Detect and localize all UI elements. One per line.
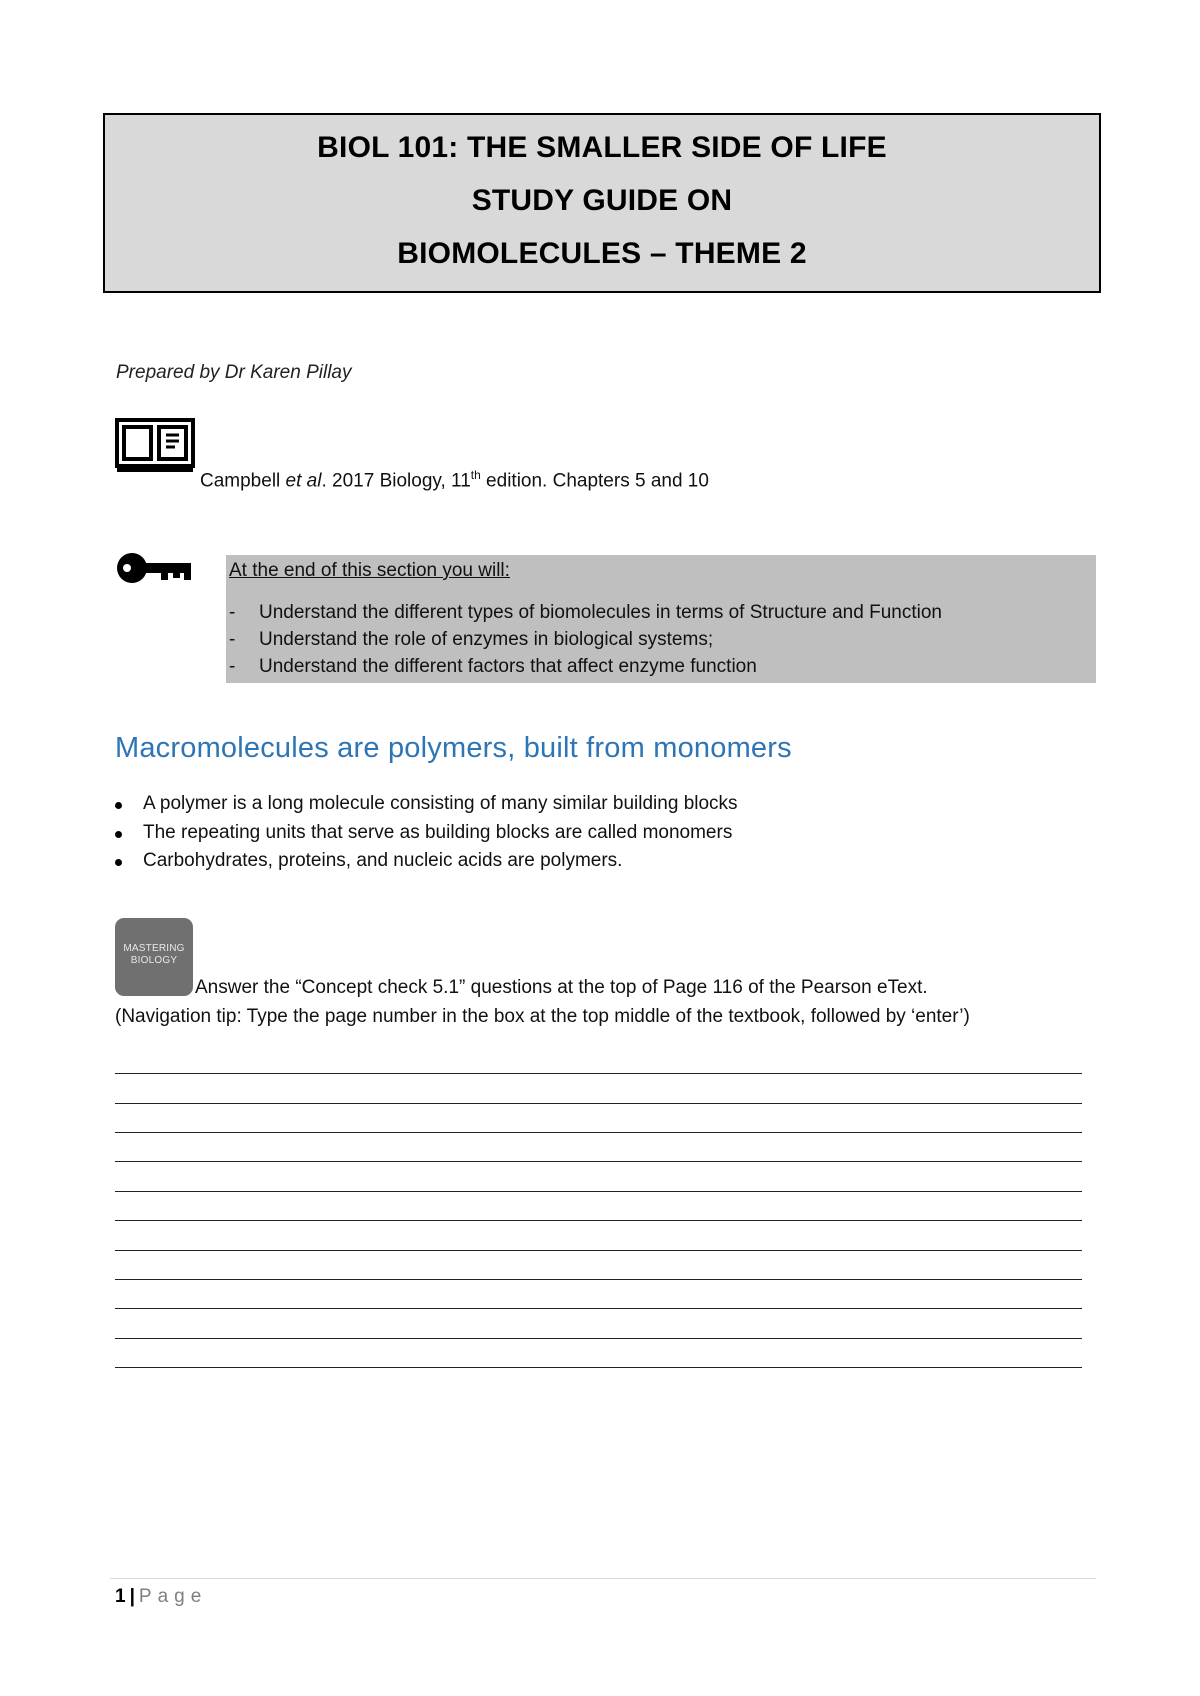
answer-line [115,1279,1082,1280]
list-item-text: Carbohydrates, proteins, and nucleic acids are polymers. [143,850,623,871]
answer-line [115,1367,1082,1368]
page-label: Page [138,1586,208,1607]
theme-title: BIOMOLECULES – THEME 2 [397,237,807,271]
ref-etal: et al [285,470,322,492]
outcome-item [229,626,1092,653]
answer-line [115,1250,1082,1251]
concept-check-instruction: Answer the “Concept check 5.1” questions at the top of Page 116 of the Pearson eText. [195,977,928,998]
list-item [115,819,738,848]
title-box [103,113,1101,293]
ref-chapters: edition. Chapters 5 and 10 [480,470,709,492]
dash-bullet: - [229,656,236,677]
outcome-text: Understand the different factors that affect enzyme function [259,656,757,677]
outcome-text: Understand the role of enzymes in biological systems; [259,629,714,650]
navigation-tip: (Navigation tip: Type the page number in the box at the top middle of the textbook, followed by ‘enter’) [115,1006,970,1027]
answer-line [115,1220,1082,1221]
ref-superscript: th [470,468,481,482]
ref-detail: . 2017 Biology, 11 [321,470,471,492]
logo-text-line2: BIOLOGY [130,955,178,966]
answer-line [115,1308,1082,1309]
mastering-biology-logo [115,918,193,996]
answer-line [115,1132,1082,1133]
section-heading: Macromolecules are polymers, built from monomers [115,732,792,764]
footer-divider [110,1578,1096,1579]
bullet-dot-icon [115,859,122,866]
course-title: BIOL 101: THE SMALLER SIDE OF LIFE [317,130,887,164]
outcomes-heading: At the end of this section you will: [229,560,510,581]
learning-outcomes-box [226,555,1096,683]
list-item [115,847,738,876]
book-icon [115,418,195,474]
answer-line [115,1073,1082,1074]
guide-title: STUDY GUIDE ON [471,183,733,217]
bullet-dot-icon [115,831,122,838]
prepared-by: Prepared by Dr Karen Pillay [116,362,352,383]
page-number: 1 [115,1586,126,1607]
ref-author: Campbell [200,470,286,492]
dash-bullet: - [229,602,236,623]
logo-text-line1: MASTERING [123,943,185,954]
outcome-item [229,653,1092,680]
footer-separator: | [129,1586,135,1607]
answer-line [115,1161,1082,1162]
list-item [115,790,738,819]
key-icon [115,550,193,586]
list-item-text: The repeating units that serve as building blocks are called monomers [143,821,733,843]
textbook-reference [200,468,709,492]
answer-line [115,1103,1082,1104]
list-item-text: A polymer is a long molecule consisting of many similar building blocks [143,793,738,814]
outcome-text: Understand the different types of biomolecules in terms of Structure and Function [259,602,942,623]
page-footer [115,1586,207,1608]
outcome-item [229,599,1092,626]
answer-line [115,1191,1082,1192]
polymer-bullet-list [115,790,738,876]
bullet-dot-icon [115,802,122,809]
dash-bullet: - [229,629,236,650]
answer-line [115,1338,1082,1339]
